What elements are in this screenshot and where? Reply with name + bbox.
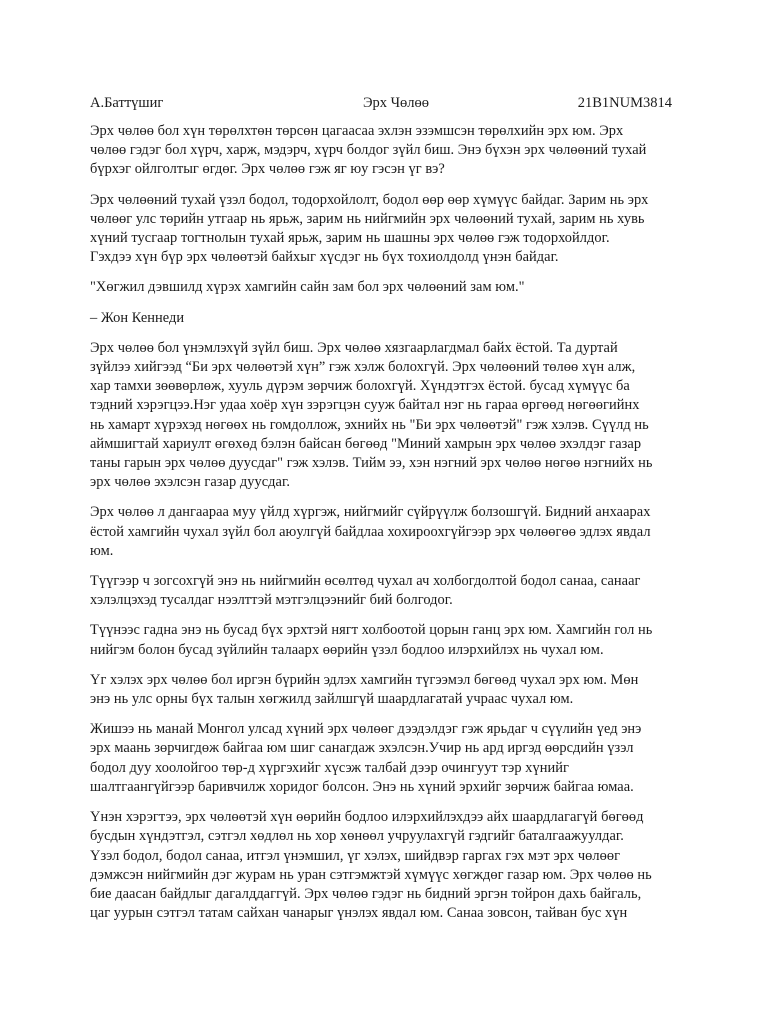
text-line: хүний тусгаар тогтнолын тухай ярьж, зарим нь шашны эрх чөлөө гэж тодорхойлдог. [90,230,610,247]
student-code: 21B1NUM3814 [577,95,672,111]
text-line: чөлөөг улс төрийн утгаар нь ярьж, зарим нь нийгмийн эрх чөлөөний тухай, зарим нь хувь [90,210,645,227]
text-line: нь хамарт хүрэхэд нөгөөх нь гомдоллож, эхнийх нь "Би эрх чөлөөтэй" гэж хэлэв. Сүүлд нь [90,416,649,433]
document-header [90,94,672,112]
document-title: Эрх Чөлөө [362,95,430,111]
paragraph [90,572,672,610]
text-line: зүйлээ хийгээд “Би эрх чөлөөтэй хүн” гэж хэлж болохгүй. Эрх чөлөөний төлөө хүн алж, [90,359,636,376]
text-line: шалтгаангүйгээр баривчилж хоридог болсон. Энэ нь хүний эрхийг зөрчиж байгаа юмаа. [90,778,634,795]
text-line: Жишээ нь манай Монгол улсад хүний эрх чөлөөг дээдэлдэг гэж ярьдаг ч сүүлийн үед энэ [90,721,642,738]
text-line: энэ нь улс орны бүх талын хөгжилд зайлшгүй шаардлагатай учраас чухал юм. [90,691,574,708]
text-line: дэмжсэн нийгмийн дэг журам нь уран сэтгэмжтэй хүмүүс хөгждөг газар юм. Эрх чөлөө нь [90,866,652,883]
text-line: – Жон Кеннеди [90,309,185,326]
text-line: аймшигтай хариулт өгөхөд бэлэн байсан бөгөөд "Миний хамрын эрх чөлөө эхэлдэг газар [90,435,642,452]
paragraph [90,309,672,328]
text-line: Түүнээс гадна энэ нь бусад бүх эрхтэй нягт холбоотой цорын ганц эрх юм. Хамгийн гол нь [90,622,653,639]
paragraph [90,808,672,923]
paragraph [90,621,672,659]
paragraph [90,503,672,561]
text-line: эрх маань зөрчигдөж байгаа юм шиг санагдаж эхэлсэн.Учир нь ард иргэд өөрсдийн үзэл [90,740,634,757]
text-line: Үг хэлэх эрх чөлөө бол иргэн бүрийн эдлэх хамгийн түгээмэл бөгөөд чухал эрх юм. Мөн [90,671,639,688]
text-line: бодол дуу хоолойгоо төр-д хүргэхийг хүсэж талбай дээр очингуут тэр хүнийг [90,759,570,776]
text-line: нийгэм болон бусад зүйлийн талаарх өөрийн үзэл бодлоо илэрхийлэх нь чухал юм. [90,641,604,658]
text-line: хар тамхи зөөвөрлөж, хууль дүрэм зөрчиж болохгүй. Хүндэтгэх ёстой. бусад хүмүүс ба [90,378,630,395]
author-name: А.Баттүшиг [90,95,164,111]
paragraph [90,191,672,268]
text-line: бусдын хүндэтгэл, сэтгэл хөдлөл нь хор хөнөөл учруулахгүй гэдгийг баталгаажуулдаг. [90,828,624,845]
document-body [90,122,672,923]
text-line: хэлэлцэхэд тусалдаг нээлттэй мэтгэлцээнийг бий болгодог. [90,592,453,609]
text-line: бүрхэг ойлголтыг өгдөг. Эрх чөлөө гэж яг юу гэсэн үг вэ? [90,161,445,178]
text-line: Гэхдээ хүн бүр эрх чөлөөтэй байхыг хүсдэг нь бүх тохиолдолд үнэн байдаг. [90,249,559,266]
text-line: эрх чөлөө эхэлсэн газар дуусдаг. [90,474,290,491]
text-line: чөлөө гэдэг бол хүрч, харж, мэдэрч, хүрч болдог зүйл биш. Энэ бүхэн эрх чөлөөний тухай [90,142,647,159]
text-line: бие даасан байдлыг дагалддаггүй. Эрх чөлөө гэдэг нь бидний эргэн тойрон дахь байгаль, [90,885,642,902]
text-line: Эрх чөлөөний тухай үзэл бодол, тодорхойлолт, бодол өөр өөр хүмүүс байдаг. Зарим нь эрх [90,191,649,208]
text-line: юм. [90,542,114,559]
paragraph [90,278,672,297]
paragraph [90,339,672,493]
text-line: "Хөгжил дэвшилд хүрэх хамгийн сайн зам бол эрх чөлөөний зам юм." [90,279,525,296]
text-line: Түүгээр ч зогсохгүй энэ нь нийгмийн өсөлтөд чухал ач холбогдолтой бодол санаа, санааг [90,573,641,590]
text-line: Үзэл бодол, бодол санаа, итгэл үнэмшил, үг хэлэх, шийдвэр гаргах гэх мэт эрх чөлөөг [90,847,621,864]
paragraph [90,671,672,709]
text-line: тэдний хэрэгцээ.Нэг удаа хоёр хүн зэрэгцэн сууж байтал нэг нь гараа өргөөд нөгөөгийнх [90,397,640,414]
paragraph [90,122,672,180]
text-line: цаг уурын сэтгэл татам сайхан чанарыг үнэлэх явдал юм. Санаа зовсон, тайван бус хүн [90,905,628,922]
text-line: таны гарын эрх чөлөө дуусдаг" гэж хэлэв. Тийм ээ, хэн нэгний эрх чөлөө нөгөө нэгнийх нь [90,455,653,472]
text-line: Эрх чөлөө л дангаараа муу үйлд хүргэж, нийгмийг сүйрүүлж болзошгүй. Бидний анхаарах [90,504,651,521]
text-line: Эрх чөлөө бол хүн төрөлхтөн төрсөн цагаасаа эхлэн эзэмшсэн төрөлхийн эрх юм. Эрх [90,123,624,139]
text-line: Үнэн хэрэгтээ, эрх чөлөөтэй хүн өөрийн бодлоо илэрхийлэхдээ айх шаардлагагүй бөгөөд [90,809,644,826]
text-line: Эрх чөлөө бол үнэмлэхүй зүйл биш. Эрх чөлөө хязгаарлагдмал байх ёстой. Та дуртай [90,339,618,356]
text-line: ёстой хамгийн чухал зүйл бол аюулгүй байдлаа хохироохгүйгээр эрх чөлөөгөө эдлэх явдал [90,523,651,540]
paragraph [90,720,672,797]
